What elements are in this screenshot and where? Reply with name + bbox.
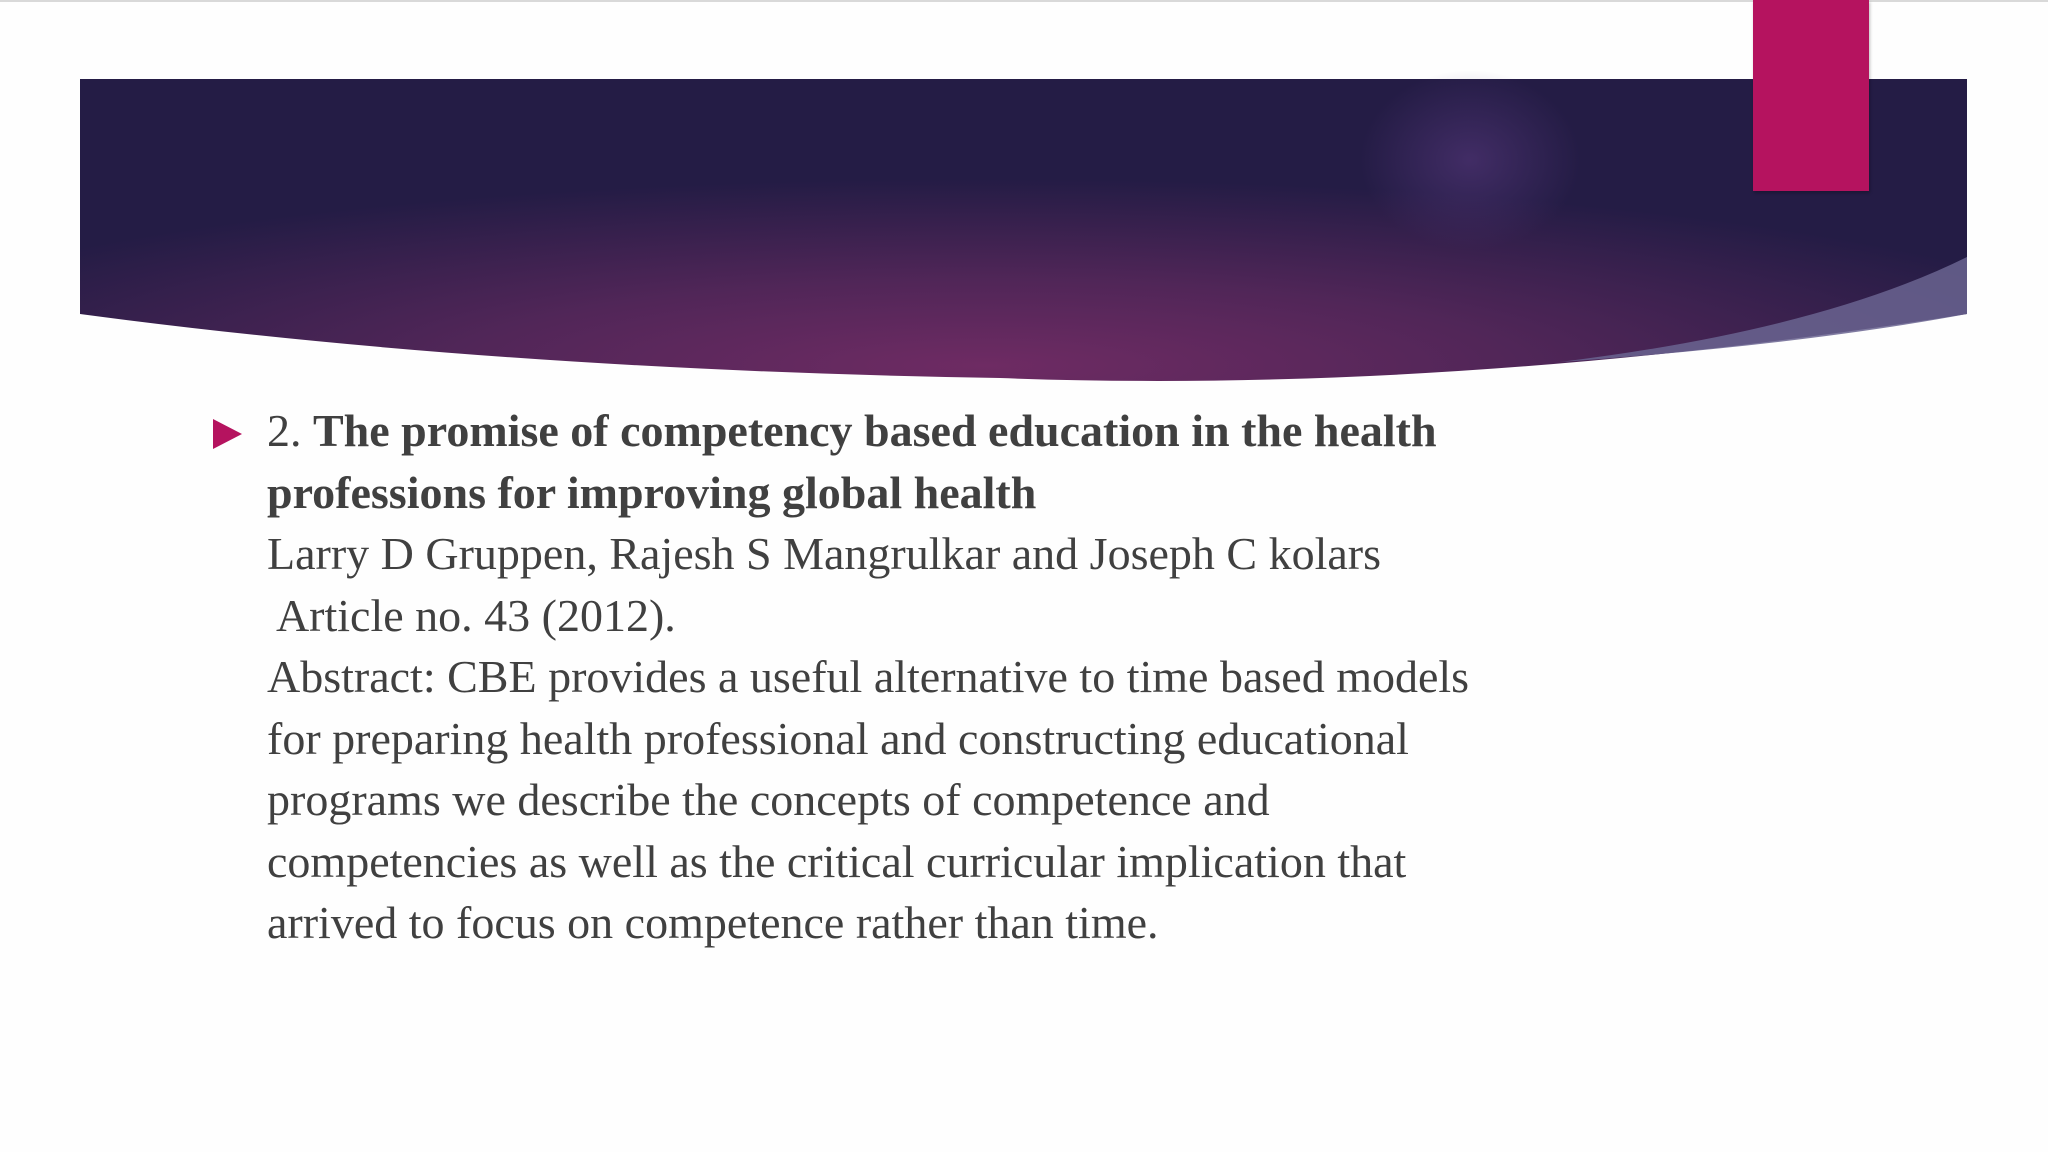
banner-glow bbox=[1360, 70, 1580, 250]
abstract-line: Abstract: CBE provides a useful alternative to time based models bbox=[267, 651, 1470, 702]
abstract-line: arrived to focus on competence rather than time. bbox=[267, 897, 1159, 948]
title-line bbox=[267, 400, 1667, 462]
abstract-line: competencies as well as the critical curricular implication that bbox=[267, 835, 1407, 887]
entry-citation: Article no. 43 (2012). bbox=[267, 589, 676, 641]
header-banner bbox=[0, 0, 2048, 400]
accent-tab bbox=[1753, 0, 1869, 191]
entry-title-1: The promise of competency based education in the health bbox=[313, 405, 1437, 456]
triangle-right-icon bbox=[213, 419, 242, 449]
bullet-reference bbox=[267, 400, 1667, 954]
entry-title-2: professions for improving global health bbox=[267, 466, 1037, 518]
abstract-line: for preparing health professional and constructing educational bbox=[267, 712, 1409, 764]
entry-number: 2. bbox=[267, 405, 302, 456]
entry-authors: Larry D Gruppen, Rajesh S Mangrulkar and Joseph C kolars bbox=[267, 528, 1381, 579]
banner-shape bbox=[80, 79, 1967, 381]
abstract-line: programs we describe the concepts of competence and bbox=[267, 774, 1270, 825]
